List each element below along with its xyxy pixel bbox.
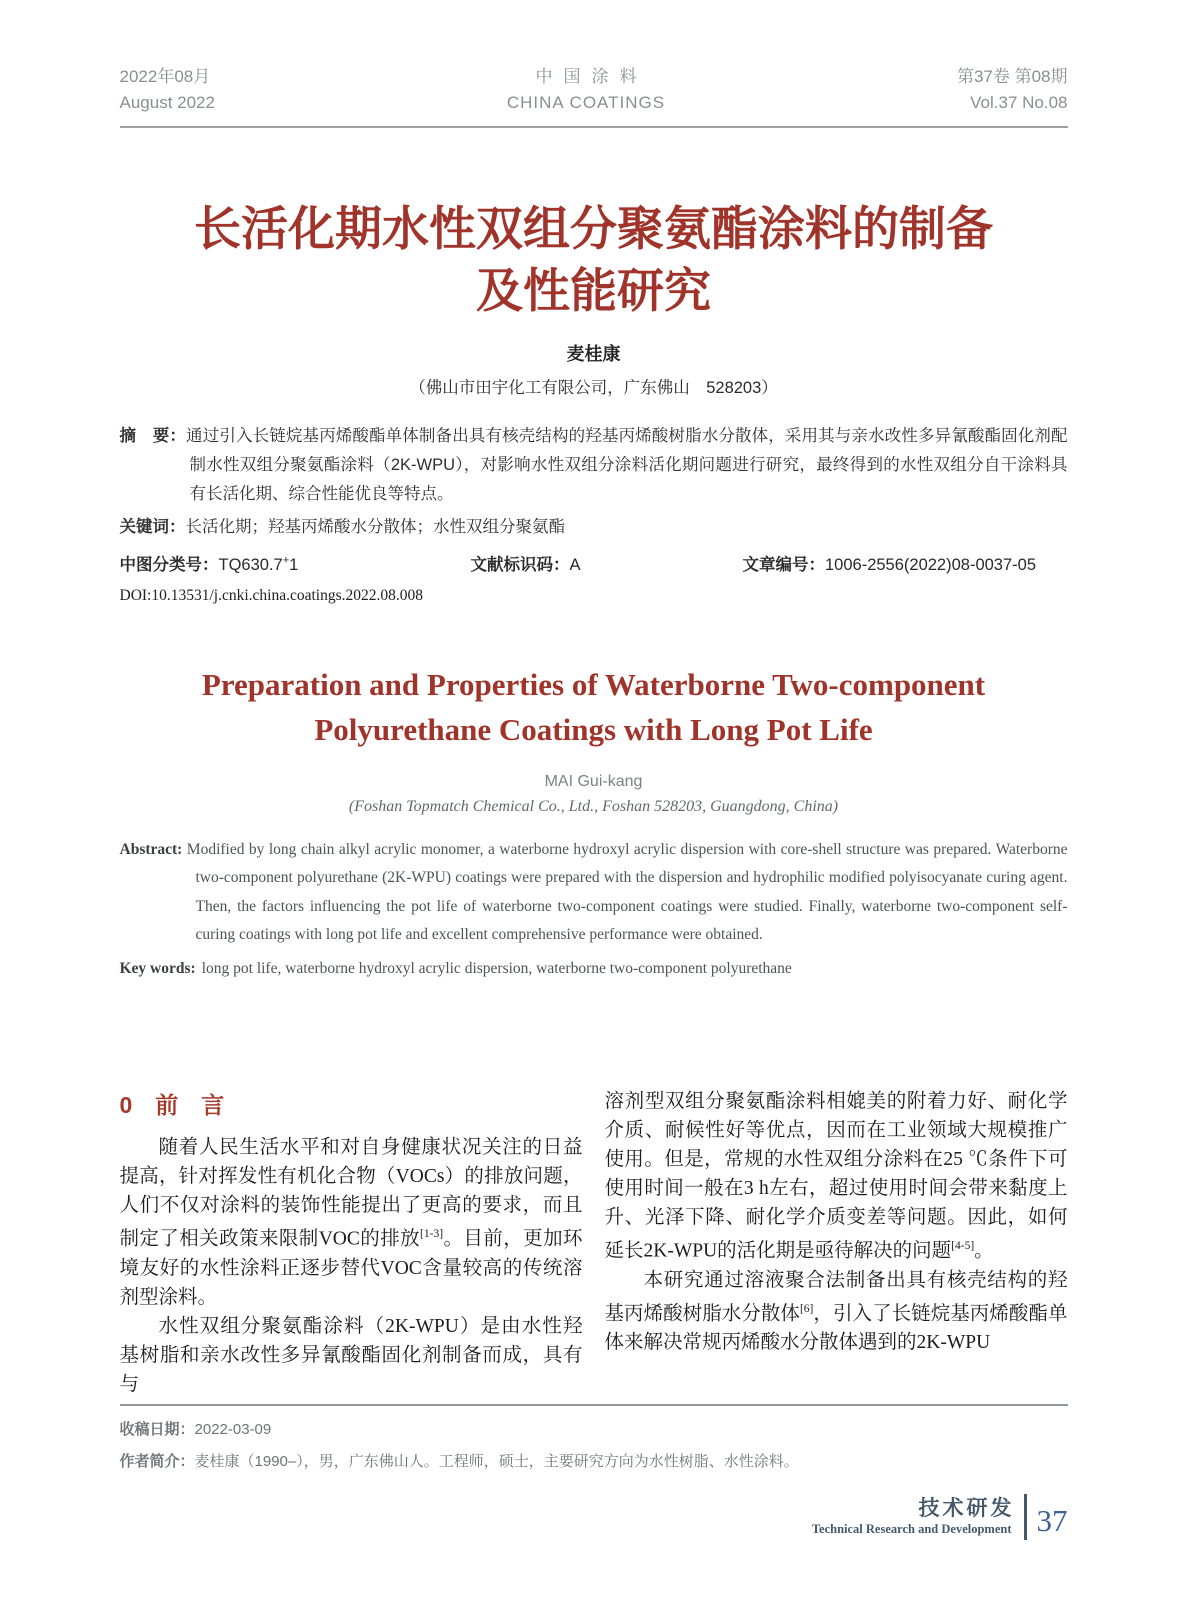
received-date-value: 2022-03-09 bbox=[194, 1420, 272, 1438]
header-issue bbox=[957, 64, 1068, 117]
header-date-cn: 2022年08月 bbox=[119, 67, 211, 86]
body-columns bbox=[120, 1087, 1068, 1399]
article-title-cn-line1: 长活化期水性双组分聚氨酯涂料的制备 bbox=[194, 201, 993, 255]
footer-section-labels bbox=[811, 1496, 1015, 1537]
clc-value: TQ630.7 bbox=[218, 555, 283, 574]
document-code-value: A bbox=[569, 555, 581, 574]
keywords-cn bbox=[120, 513, 1068, 542]
paragraph-text: 随着人民生活水平和对自身健康状况关注的日益提高，针对挥发性有机化合物（VOCs）的排放问题，人们不仅对涂料的装饰性能提出了更高的要求，而且制定了相关政策来限制VOC的排放 bbox=[119, 1137, 583, 1250]
affiliation-en: (Foshan Topmatch Chemical Co., Ltd., Foshan 528203, Guangdong, China) bbox=[348, 797, 839, 815]
doi: DOI:10.13531/j.cnki.china.coatings.2022.08.008 bbox=[119, 586, 423, 604]
affiliation-cn: （佛山市田宇化工有限公司，广东佛山 528203） bbox=[409, 378, 778, 397]
clc-tail: 1 bbox=[289, 555, 299, 574]
page-footer bbox=[120, 1494, 1068, 1540]
clc-label: 中图分类号： bbox=[119, 555, 219, 574]
abstract-cn-text: 通过引入长链烷基丙烯酸酯单体制备出具有核壳结构的羟基丙烯酸树脂水分散体，采用其与亲水改性多异氰酸酯固化剂配制水性双组分聚氨酯涂料（2K-WPU），对影响水性双组分涂料活化期问题进行研究，最终得到的水性双组分自干涂料具有长活化期、综合性能优良等特点。 bbox=[186, 426, 1068, 503]
body-column-left bbox=[120, 1087, 583, 1399]
keywords-cn-label: 关键词： bbox=[119, 517, 186, 536]
classification-row bbox=[120, 551, 1068, 575]
header-journal-name bbox=[507, 64, 665, 117]
footer-section-en: Technical Research and Development bbox=[811, 1522, 1012, 1537]
abstract-cn-label: 摘 要： bbox=[119, 426, 187, 445]
keywords-cn-text: 长活化期；羟基丙烯酸水分散体；水性双组分聚氨酯 bbox=[185, 517, 565, 536]
received-date-label: 收稿日期： bbox=[119, 1420, 195, 1438]
keywords-en-label: Key words: bbox=[119, 959, 196, 977]
header-issue-en: Vol.37 No.08 bbox=[970, 93, 1068, 113]
paragraph-text: ，引入了长链烷基丙烯酸酯单体来解决常规丙烯酸水分散体遇到的2K-WPU bbox=[604, 1303, 1068, 1354]
article-id bbox=[743, 551, 1037, 575]
article-title-cn bbox=[120, 198, 1068, 322]
clc-superscript: + bbox=[282, 554, 290, 567]
article-title-en bbox=[120, 663, 1068, 753]
article-id-value: 1006-2556(2022)08-0037-05 bbox=[825, 555, 1037, 574]
abstract-en-label: Abstract: bbox=[119, 840, 183, 858]
keywords-en bbox=[120, 955, 1068, 984]
paragraph-text: 本研究通过溶液聚合法制备出具有核壳结构的羟基丙烯酸树脂水分散体 bbox=[604, 1269, 1068, 1325]
footer-divider-bar bbox=[1024, 1494, 1027, 1540]
keywords-en-text: long pot life, waterborne hydroxyl acrylic dispersion, waterborne two-component polyurethane bbox=[201, 959, 792, 977]
paragraph-text: 溶剂型双组分聚氨酯涂料相媲美的附着力好、耐化学介质、耐候性好等优点，因而在工业领域大规模推广使用。但是，常规的水性双组分涂料在25 ℃条件下可使用时间一般在3 h左右，超过使用时间会带来黏度上升、光泽下降、耐化学介质变差等问题。因此，如何延长2K-WPU的活化期是亟待解决的问题 bbox=[604, 1091, 1068, 1262]
received-date-note bbox=[120, 1414, 1068, 1446]
paragraph-text: 水性双组分聚氨酯涂料（2K-WPU）是由水性羟基树脂和亲水改性多异氰酸酯固化剂制备而成，具有与 bbox=[119, 1315, 583, 1395]
header-issue-cn: 第37卷 第08期 bbox=[956, 67, 1068, 86]
reference-marker: [6] bbox=[799, 1302, 814, 1315]
page-content bbox=[120, 0, 1068, 1540]
body-paragraph bbox=[605, 1266, 1068, 1358]
abstract-cn bbox=[120, 422, 1068, 509]
abstract-en bbox=[120, 836, 1068, 950]
footnote-divider bbox=[120, 1404, 1068, 1406]
author-cn: 麦桂康 bbox=[566, 343, 621, 364]
author-en: MAI Gui-kang bbox=[544, 772, 643, 790]
paragraph-text: 。 bbox=[974, 1240, 994, 1262]
author-bio-label: 作者简介： bbox=[119, 1452, 195, 1470]
reference-marker: [1-3] bbox=[420, 1228, 444, 1241]
header-date-en: August 2022 bbox=[119, 93, 215, 113]
journal-header bbox=[120, 64, 1068, 128]
paragraph-text: 。目前，更加环境友好的水性涂料正逐步替代VOC含量较高的传统溶剂型涂料。 bbox=[119, 1228, 583, 1308]
document-code bbox=[471, 551, 743, 575]
header-date bbox=[120, 64, 215, 117]
footer-section-cn: 技术研发 bbox=[918, 1496, 1015, 1520]
reference-marker: [4-5] bbox=[951, 1240, 975, 1253]
body-paragraph bbox=[120, 1133, 583, 1312]
body-paragraph bbox=[605, 1087, 1068, 1266]
journal-name-cn: 中国涂料 bbox=[535, 67, 648, 86]
body-column-right bbox=[605, 1087, 1068, 1399]
body-paragraph bbox=[120, 1312, 583, 1399]
clc-number bbox=[120, 551, 471, 575]
abstract-en-text: Modified by long chain alkyl acrylic monomer, a waterborne hydroxyl acrylic dispersion with core-shell structure was prepared. Waterborne two-component polyurethane (2K-WPU) coatings were prepared with the dispersion and hydrophilic modified polyisocyanate curing agent. Then, the factors influencing the pot life of waterborne two-component coatings were studied. Finally, waterborne two-component self-curing coatings with long pot life and excellent comprehensive performance were obtained. bbox=[182, 840, 1068, 944]
article-id-label: 文章编号： bbox=[742, 555, 825, 574]
author-bio-note bbox=[120, 1446, 1068, 1478]
article-title-en-line2: Polyurethane Coatings with Long Pot Life bbox=[314, 711, 873, 747]
article-title-cn-line2: 及性能研究 bbox=[476, 263, 711, 317]
footnotes bbox=[120, 1414, 1068, 1478]
author-bio-value: 麦桂康（1990–），男，广东佛山人。工程师，硕士，主要研究方向为水性树脂、水性涂料。 bbox=[194, 1452, 799, 1470]
article-title-en-line1: Preparation and Properties of Waterborne Two-component bbox=[201, 666, 986, 702]
page-number: 37 bbox=[1036, 1502, 1068, 1538]
journal-name-en: CHINA COATINGS bbox=[506, 93, 666, 113]
section-0-heading: 0 前 言 bbox=[119, 1092, 225, 1119]
document-code-label: 文献标识码： bbox=[470, 555, 570, 574]
